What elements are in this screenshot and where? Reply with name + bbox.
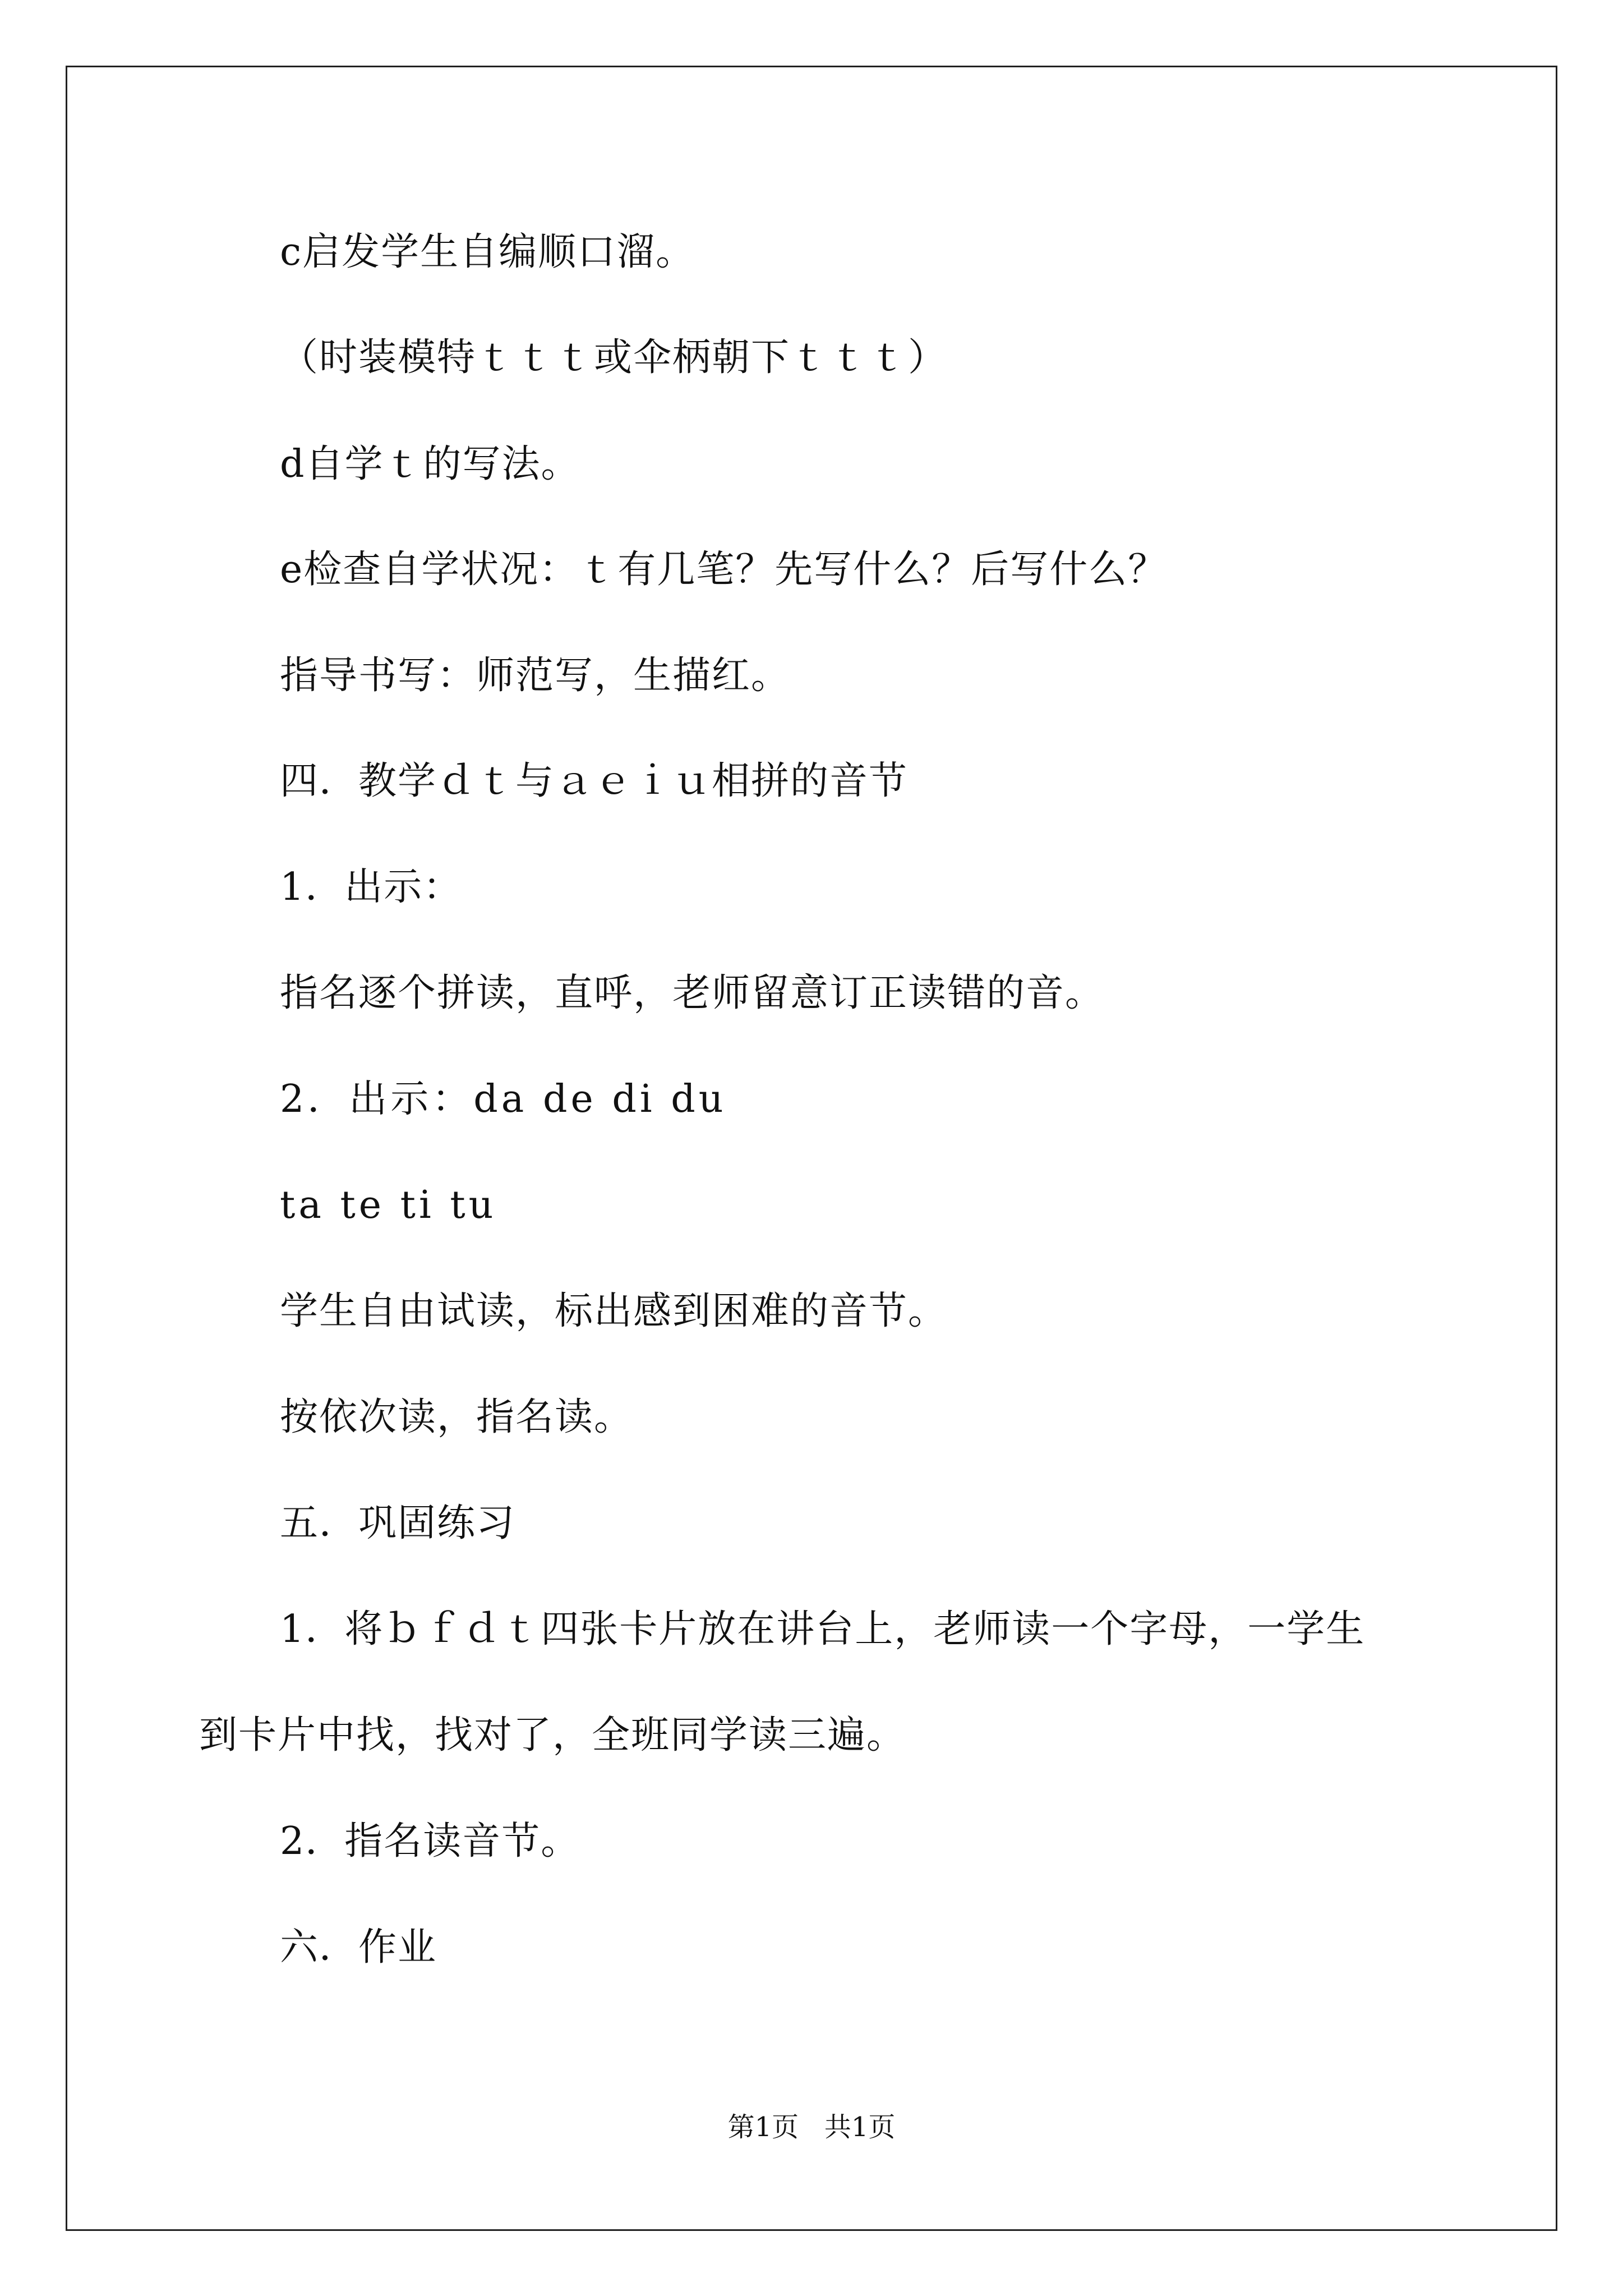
page-number-footer: 第1页 共1页 [727, 2111, 896, 2143]
section-heading: 五．巩固练习 [280, 1501, 516, 1545]
text-line: d自学ｔ的写法。 [280, 442, 580, 486]
text-line: 到卡片中找，找对了，全班同学读三遍。 [199, 1713, 906, 1757]
text-line: 学生自由试读，标出感到困难的音节。 [280, 1289, 948, 1333]
text-line: 指名逐个拼读，直呼，老师留意订正读错的音。 [280, 971, 1105, 1015]
text-line: 1．将ｂｆｄｔ四张卡片放在讲台上，老师读一个字母，一学生 [280, 1607, 1366, 1651]
text-line: e检查自学状况：ｔ有几笔？先写什么？后写什么？ [280, 547, 1168, 592]
text-line: （时装模特ｔｔｔ或伞柄朝下ｔｔｔ） [280, 335, 948, 380]
text-line: ta te ti tu [280, 1183, 497, 1227]
section-heading: 四．教学ｄｔ与ａｅｉｕ相拼的音节 [280, 759, 909, 803]
text-line: 按依次读，指名读。 [280, 1395, 634, 1439]
text-line: c启发学生自编顺口溜。 [280, 230, 695, 274]
text-line: 2．指名读音节。 [280, 1819, 580, 1864]
text-line: 2．出示：da de di du [280, 1077, 727, 1121]
text-line: 1．出示： [280, 865, 463, 909]
text-line: 指导书写：师范写，生描红。 [280, 654, 791, 698]
section-heading: 六．作业 [280, 1925, 437, 1970]
